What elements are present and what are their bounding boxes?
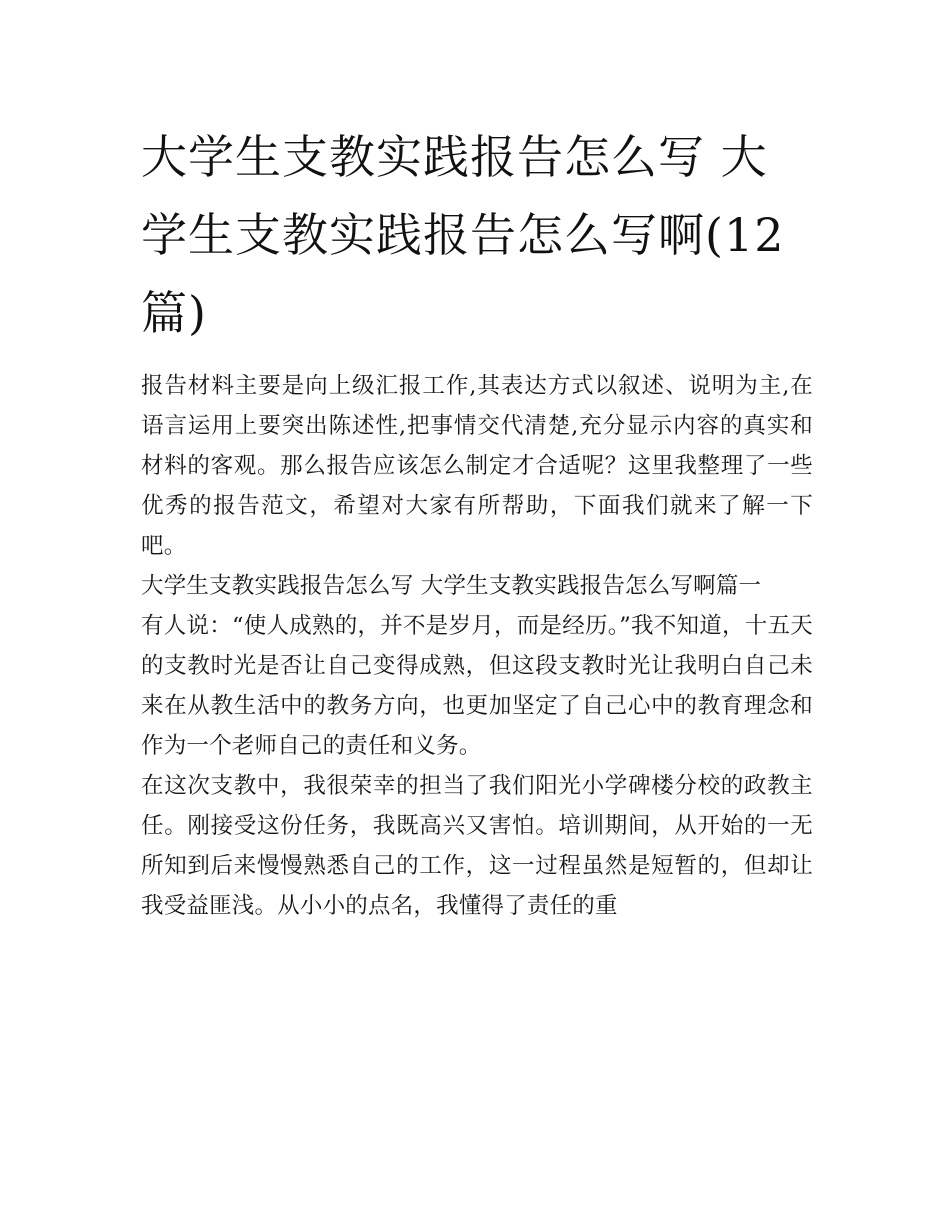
section-heading: 大学生支教实践报告怎么写 大学生支教实践报告怎么写啊篇一 — [141, 573, 762, 599]
intro-paragraph: 报告材料主要是向上级汇报工作,其表达方式以叙述、说明为主,在语言运用上要突出陈述性,把事情交代清楚,充分显示内容的真实和材料的客观。那么报告应该怎么制定才合适呢？这里我整理了一些优秀的报告范文，希望对大家有所帮助，下面我们就来了解一下吧。 — [141, 373, 813, 559]
document-title: 大学生支教实践报告怎么写 大学生支教实践报告怎么写啊(12篇) — [141, 130, 785, 340]
body-paragraph-2: 在这次支教中，我很荣幸的担当了我们阳光小学碑楼分校的政教主任。刚接受这份任务，我既高兴又害怕。培训期间，从开始的一无所知到后来慢慢熟悉自己的工作，这一过程虽然是短暂的，但却让我受益匪浅。从小小的点名，我懂得了责任的重 — [141, 773, 813, 919]
body-paragraph-1: 有人说：“使人成熟的，并不是岁月，而是经历。”我不知道，十五天的支教时光是否让自己变得成熟，但这段支教时光让我明白自己未来在从教生活中的教务方向，也更加坚定了自己心中的教育理念和作为一个老师自己的责任和义务。 — [141, 613, 813, 759]
document-page — [141, 118, 813, 926]
document-body — [141, 366, 813, 926]
